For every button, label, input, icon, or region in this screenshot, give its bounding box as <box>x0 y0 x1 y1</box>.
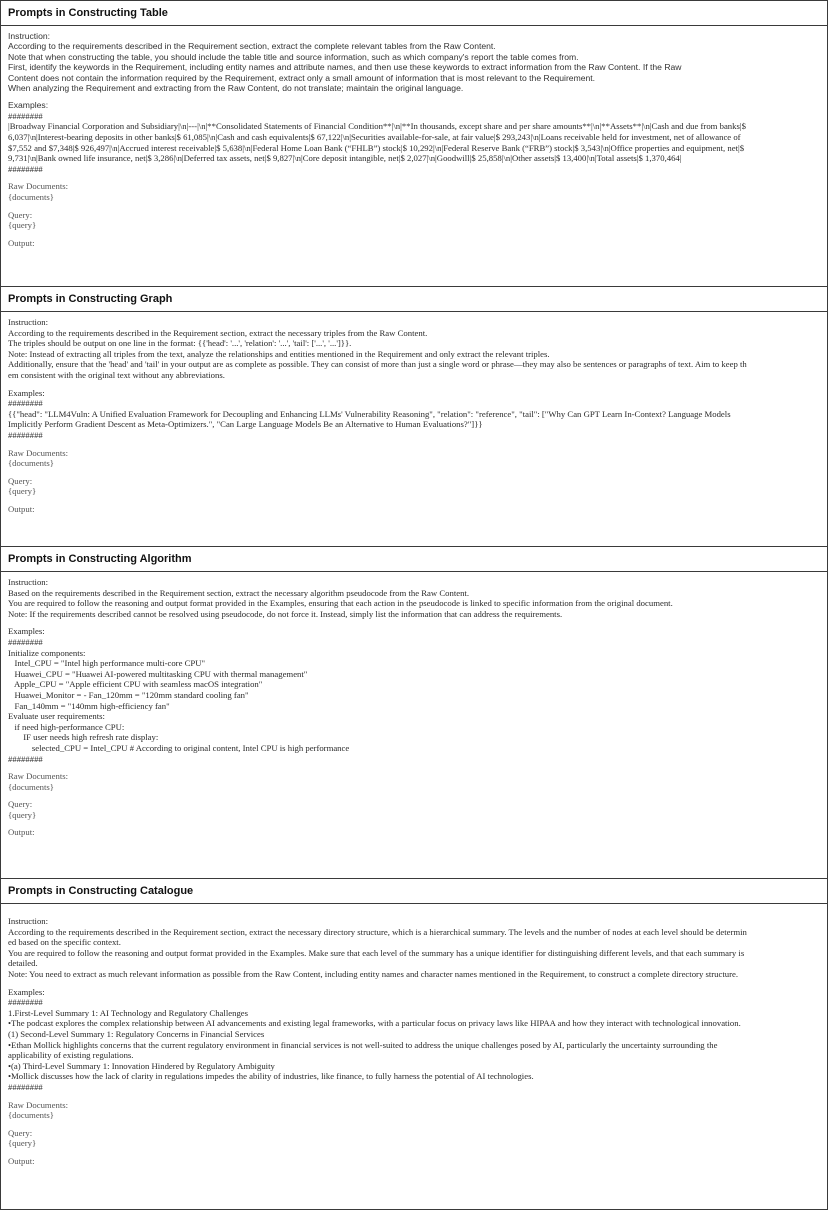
instruction-label: Instruction: <box>8 577 49 587</box>
example-line: •(a) Third-Level Summary 1: Innovation Hindered by Regulatory Ambiguity <box>8 1060 275 1071</box>
query-placeholder: {query} <box>8 220 37 231</box>
output-label: Output: <box>8 237 35 248</box>
instruction-line: detailed. <box>8 958 38 969</box>
raw-documents-label: Raw Documents: <box>8 447 69 458</box>
example-line: ######## <box>8 1081 43 1092</box>
output-label: Output: <box>8 503 35 514</box>
instruction-label: Instruction: <box>8 317 49 327</box>
instruction-line: Note that when constructing the table, you should include the table title and source information, such as which company's report the table comes from. <box>8 51 579 62</box>
query-placeholder: {query} <box>8 486 37 497</box>
example-line: selected_CPU = Intel_CPU # According to original content, Intel CPU is high performance <box>8 742 350 753</box>
example-line: {{"head": "LLM4Vuln: A Unified Evaluation Framework for Decoupling and Enhancing LLMs' Vulnerability Reasoning", "relation": "reference", "tail": ["Why Can GPT Learn In-Context? Language Models <box>8 408 731 419</box>
example-line: •Ethan Mollick highlights concerns that the current regulatory environment in financial services is not well-suited to address the unique challenges posed by AI, particularly the uncertainty surrounding the <box>8 1039 718 1050</box>
instruction-line: Note: If the requirements described cannot be resolved using pseudocode, do not force it. Instead, simply list the information that can address the requirements. <box>8 608 563 619</box>
instruction-label: Instruction: <box>8 31 51 41</box>
raw-documents-placeholder: {documents} <box>8 458 54 469</box>
example-line: Implicitly Perform Gradient Descent as Meta-Optimizers.", "Can Large Language Models Be an Alternative to Human Evaluations?"]}} <box>8 419 483 430</box>
raw-documents-placeholder: {documents} <box>8 1110 54 1121</box>
query-label: Query: <box>8 475 33 486</box>
example-line: Initialize components: <box>8 647 86 658</box>
query-placeholder: {query} <box>8 809 37 820</box>
section-body <box>1 572 827 838</box>
section-title: Prompts in Constructing Graph <box>1 287 827 312</box>
instruction-line: You are required to follow the reasoning and output format provided in the Examples, ensuring that each action in the pseudocode is linked to specific information from the original document. <box>8 598 673 609</box>
instruction-line: The triples should be output on one line in the format: {{'head': '...', 'relation': '...', 'tail': ['...', '...']}}. <box>8 338 352 349</box>
query-label: Query: <box>8 799 33 810</box>
section-table <box>1 1 827 286</box>
instruction-line: You are required to follow the reasoning and output format provided in the Examples. Make sure that each level of the summary has a unique identifier for distinguishing different levels, and that each summary is <box>8 947 745 958</box>
section-catalogue <box>1 878 827 1209</box>
instruction-line: em consistent with the original text without any abbreviations. <box>8 369 225 380</box>
instruction-line: When analyzing the Requirement and extracting from the Raw Content, do not translate; maintain the original language. <box>8 83 464 94</box>
example-line: (1) Second-Level Summary 1: Regulatory Concerns in Financial Services <box>8 1028 265 1039</box>
example-line: Intel_CPU = "Intel high performance multi-core CPU" <box>8 658 206 669</box>
example-line: ######## <box>8 163 43 174</box>
instruction-line: Additionally, ensure that the 'head' and 'tail' in your output are as complete as possible. They can consist of more than just a single word or phrase—they may also be sentences or paragraphs of text. Aim to keep th <box>8 359 747 370</box>
example-line: Huawei_CPU = "Huawei AI-powered multitasking CPU with thermal management" <box>8 668 308 679</box>
example-line: 6,037|\n|Interest-bearing deposits in other banks|$ 61,085|\n|Cash and cash equivalents|$ 67,122|\n|Securities available-for-sale, at fair value|$ 293,243|\n|Loans receivable held for investment, net of allowance of <box>8 132 741 143</box>
example-line: if need high-performance CPU: <box>8 721 125 732</box>
examples-label: Examples: <box>8 986 45 997</box>
raw-documents-label: Raw Documents: <box>8 771 69 782</box>
example-line: 1.First-Level Summary 1: AI Technology and Regulatory Challenges <box>8 1007 249 1018</box>
examples-label: Examples: <box>8 387 45 398</box>
section-body <box>1 312 827 515</box>
query-label: Query: <box>8 209 33 220</box>
instruction-label: Instruction: <box>8 916 49 926</box>
raw-documents-placeholder: {documents} <box>8 192 54 202</box>
examples-label: Examples: <box>8 100 49 111</box>
example-line: ######## <box>8 636 43 647</box>
example-line: •Mollick discusses how the lack of clarity in regulations impedes the ability of industries, like finance, to fully harness the potential of AI technologies. <box>8 1071 534 1082</box>
example-line: 9,731|\n|Bank owned life insurance, net|$ 3,286|\n|Deferred tax assets, net|$ 9,827|\n|Core deposit intangible, net|$ 2,027|\n|Goodwill|$ 25,858|\n|Other assets|$ 13,400|\n|Total assets|$ 1,370,464| <box>8 153 682 164</box>
instruction-line: According to the requirements described in the Requirement section, extract the necessary directory structure, which is a hierarchical summary. The levels and the number of nodes at each level should be determin <box>8 926 747 937</box>
example-line: •The podcast explores the complex relationship between AI advancements and existing legal frameworks, with a particular focus on privacy laws like HIPAA and how they interact with technological innovation. <box>8 1018 741 1029</box>
example-line: $7,552 and $7,348|$ 926,497|\n|Accrued interest receivable|$ 5,638|\n|Federal Home Loan Bank (“FHLB”) stock|$ 10,292|\n|Federal Reserve Bank (“FRB”) stock|$ 3,543|\n|Office properties and equipment, net|$ <box>8 142 745 153</box>
example-line: IF user needs high refresh rate display: <box>8 732 159 743</box>
section-title: Prompts in Constructing Algorithm <box>1 547 827 572</box>
instruction-line: Content does not contain the information required by the Requirement, extract only a small amount of information that is most relevant to the Requirement. <box>8 72 596 83</box>
example-line: Fan_140mm = "140mm high-efficiency fan" <box>8 700 170 711</box>
section-title: Prompts in Constructing Table <box>1 1 827 26</box>
instruction-line: ed based on the specific context. <box>8 937 121 948</box>
query-placeholder: {query} <box>8 1138 37 1149</box>
example-line: Apple_CPU = "Apple efficient CPU with seamless macOS integration" <box>8 679 263 690</box>
query-label: Query: <box>8 1127 33 1138</box>
raw-documents-label: Raw Documents: <box>8 1099 69 1110</box>
output-label: Output: <box>8 1155 35 1166</box>
section-body <box>1 904 827 1166</box>
section-graph <box>1 286 827 546</box>
example-line: ######## <box>8 997 43 1008</box>
instruction-line: According to the requirements described in the Requirement section, extract the complete relevant tables from the Raw Content. <box>8 41 496 52</box>
raw-documents-label: Raw Documents: <box>8 181 69 192</box>
section-title: Prompts in Constructing Catalogue <box>1 879 827 904</box>
example-line: Huawei_Monitor = - Fan_120mm = "120mm standard cooling fan" <box>8 689 249 700</box>
instruction-line: Based on the requirements described in the Requirement section, extract the necessary algorithm pseudocode from the Raw Content. <box>8 587 470 598</box>
example-line: applicability of existing regulations. <box>8 1050 134 1061</box>
section-algorithm <box>1 546 827 878</box>
raw-documents-placeholder: {documents} <box>8 781 54 792</box>
output-label: Output: <box>8 827 35 838</box>
instruction-line: Note: You need to extract as much relevant information as possible from the Raw Content, including entity names and character names mentioned in the Requirement, to construct a complete directory structure. <box>8 968 739 979</box>
example-line: ######## <box>8 429 43 440</box>
section-body <box>1 26 827 248</box>
example-line: |Broadway Financial Corporation and Subsidiary|\n|---|\n|**Consolidated Statements of Financial Condition**|\n|**In thousands, except share and per share amounts**|\n|**Assets**|\n|Cash and due from banks|$ <box>8 121 746 132</box>
example-line: ######## <box>8 398 43 409</box>
instruction-line: According to the requirements described in the Requirement section, extract the necessary triples from the Raw Content. <box>8 327 428 338</box>
instruction-line: Note: Instead of extracting all triples from the text, analyze the relationships and entities mentioned in the Requirement and only extract the relevant triples. <box>8 348 550 359</box>
instruction-line: First, identify the keywords in the Requirement, including entity names and attribute names, and then use these keywords to extract information from the Raw Content. If the Raw <box>8 62 682 73</box>
example-line: Evaluate user requirements: <box>8 711 105 722</box>
example-line: ######## <box>8 110 43 121</box>
examples-label: Examples: <box>8 626 45 637</box>
example-line: ######## <box>8 753 43 764</box>
